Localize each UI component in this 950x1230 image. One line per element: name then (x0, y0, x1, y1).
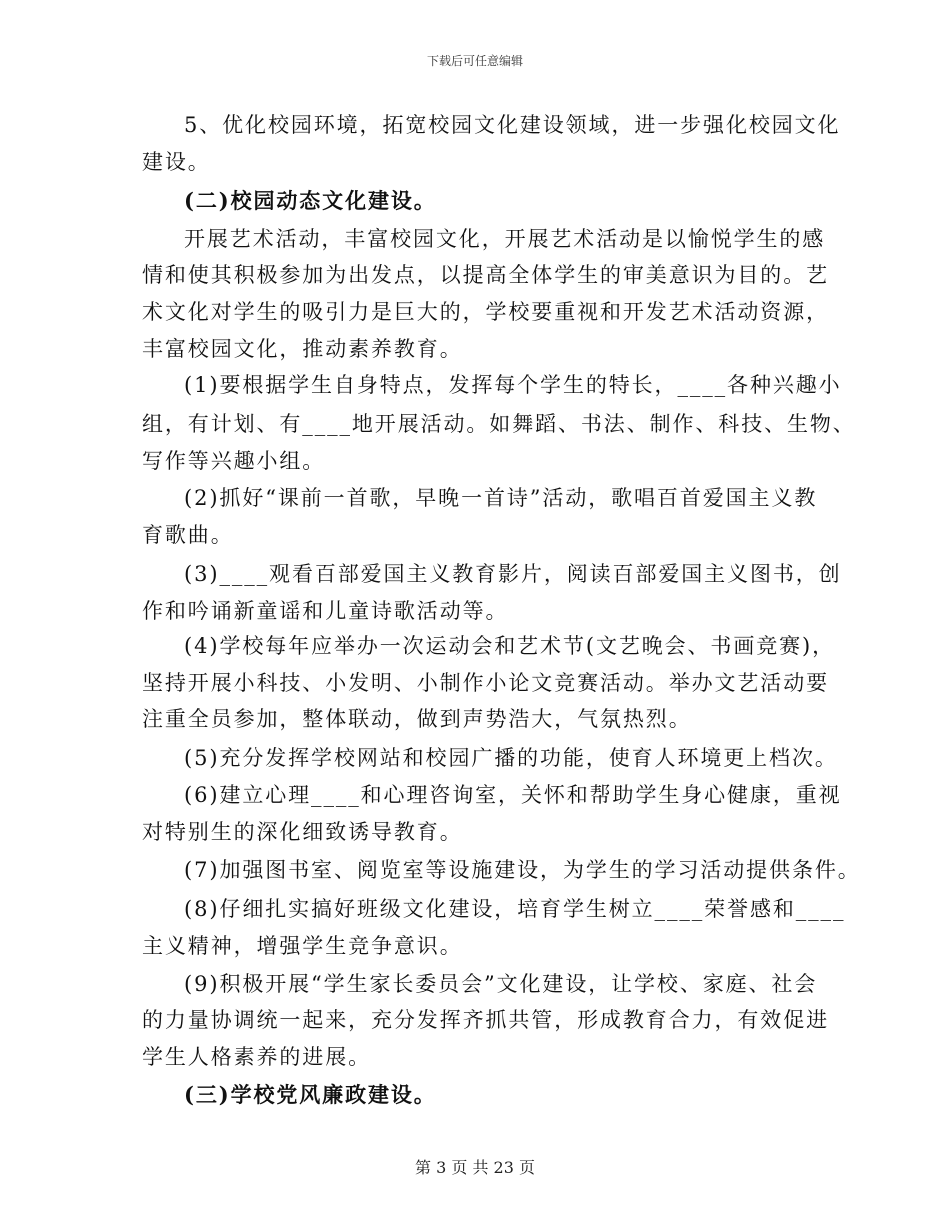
paragraph-line: 主义精神，增强学生竞争意识。 (142, 934, 463, 958)
paragraph-line: (4)学校每年应举办一次运动会和艺术节(文艺晚会、书画竞赛)， (184, 634, 836, 658)
paragraph-line: 对特别生的深化细致诱导教育。 (142, 820, 463, 844)
paragraph-line: 术文化对学生的吸引力是巨大的，学校要重视和开发艺术活动资源， (142, 300, 829, 324)
paragraph-line: (5)充分发挥学校网站和校园广播的功能，使育人环境更上档次。 (184, 746, 838, 770)
paragraph-line: 5、优化校园环境，拓宽校园文化建设领域，进一步强化校园文化 (184, 113, 841, 137)
paragraph-line: 注重全员参加，整体联动，做到声势浩大，气氛热烈。 (142, 707, 692, 731)
paragraph-line: (3)____观看百部爱国主义教育影片，阅读百部爱国主义图书，创 (184, 562, 842, 586)
paragraph-line: 坚持开展小科技、小发明、小制作小论文竞赛活动。举办文艺活动要 (142, 671, 829, 695)
paragraph-line: (1)要根据学生自身特点，发挥每个学生的特长，____各种兴趣小 (184, 373, 842, 397)
paragraph-line: 组，有计划、有____地开展活动。如舞蹈、书法、制作、科技、生物、 (142, 412, 856, 436)
paragraph-line: 情和使其积极参加为出发点，以提高全体学生的审美意识为目的。艺 (142, 263, 829, 287)
paragraph-line: 学生人格素养的进展。 (142, 1045, 371, 1069)
section-heading: (三)学校党风廉政建设。 (184, 1082, 437, 1107)
paragraph-line: (7)加强图书室、阅览室等设施建设，为学生的学习活动提供条件。 (184, 858, 861, 882)
page-header: 下载后可任意编辑 (426, 54, 523, 68)
section-heading: (二)校园动态文化建设。 (184, 188, 437, 213)
paragraph-line: 作和吟诵新童谣和儿童诗歌活动等。 (142, 599, 509, 623)
paragraph-line: 建设。 (142, 150, 211, 174)
paragraph-line: (2)抓好“课前一首歌，早晚一首诗”活动，歌唱百首爱国主义教 (184, 486, 818, 510)
paragraph-line: 丰富校园文化，推动素养教育。 (142, 337, 463, 361)
paragraph-line: (6)建立心理____和心理咨询室，关怀和帮助学生身心健康，重视 (184, 783, 842, 807)
paragraph-line: 的力量协调统一起来，充分发挥齐抓共管，形成教育合力，有效促进 (142, 1008, 829, 1032)
page-footer: 第 3 页 共 23 页 (415, 1158, 535, 1177)
paragraph-line: 开展艺术活动，丰富校园文化，开展艺术活动是以愉悦学生的感 (184, 227, 826, 251)
paragraph-line: 写作等兴趣小组。 (142, 449, 326, 473)
paragraph-line: (9)积极开展“学生家长委员会”文化建设，让学校、家庭、社会 (184, 972, 818, 996)
paragraph-line: (8)仔细扎实搞好班级文化建设，培育学生树立____荣誉感和____ (184, 897, 846, 921)
paragraph-line: 育歌曲。 (142, 523, 234, 547)
